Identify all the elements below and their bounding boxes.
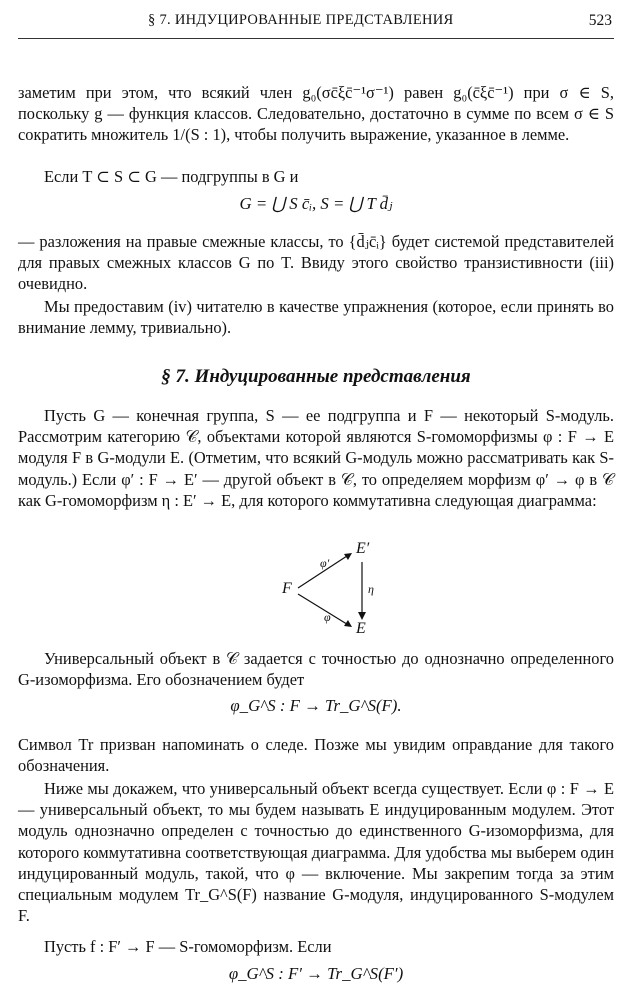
diagram-node-e: E <box>356 620 366 637</box>
paragraph-1: заметим при этом, что всякий член g₀(σc̄ξc̄⁻¹σ⁻¹) равен g₀(c̄ξc̄⁻¹) при σ ∈ S, поскольку g — функция классов. Следовательно, достаточно в сумме по всем σ ∈ S сократить множитель 1/(S : 1), чтобы получить выражение, указанное в лемме. <box>18 83 614 145</box>
commutative-diagram <box>276 540 386 640</box>
header-rule <box>18 38 614 39</box>
paragraph-2: Если T ⊂ S ⊂ G — подгруппы в G и <box>44 167 299 186</box>
diagram-label-phi-prime: φ′ <box>320 556 330 570</box>
running-header <box>18 12 614 34</box>
paragraph-4: Мы предоставим (iv) читателю в качестве упражнения (которое, если принять во внимание лемму, тривиально). <box>18 297 614 338</box>
running-title: § 7. ИНДУЦИРОВАННЫЕ ПРЕДСТАВЛЕНИЯ <box>148 12 454 28</box>
equation-universal-object: φ_G^S : F → Tr_G^S(F). <box>230 696 402 715</box>
diagram-label-phi: φ <box>324 610 331 624</box>
paragraph-5: Пусть G — конечная группа, S — ее подгруппа и F — некоторый S-модуль. Рассмотрим категорию 𝒞, объектами которой являются S-гомоморфизмы φ : F → E модуля F в G-модули E. (Отметим, что всякий G-модуль можно рассматривать как S-модуль.) Если φ′ : F → E′ — другой объект в 𝒞, то определяем морфизм φ′ → φ в 𝒞 как G-гомоморфизм η : E′ → E, для которого коммутативна следующая диаграмма: <box>18 406 614 510</box>
paragraph-9: Пусть f : F′ → F — S-гомоморфизм. Если <box>44 937 332 956</box>
page-number: 523 <box>588 12 612 29</box>
paragraph-6: Универсальный объект в 𝒞 задается с точностью до однозначно определенного G-изоморфизма. Его обозначением будет <box>18 649 614 690</box>
section-title: § 7. Индуцированные представления <box>161 366 471 387</box>
book-page <box>18 0 614 1000</box>
diagram-node-e-prime: E′ <box>356 540 370 557</box>
diagram-node-f: F <box>282 580 292 597</box>
paragraph-3: — разложения на правые смежные классы, то {d̄ⱼc̄ᵢ} будет системой представителей для правых смежных классов G по T. Ввиду этого свойство транзистивности (iii) очевидно. <box>18 232 614 294</box>
equation-induced-map: φ_G^S : F′ → Tr_G^S(F′) <box>228 964 404 983</box>
equation-coset-decomposition: G = ⋃ S c̄ᵢ, S = ⋃ T d̄ⱼ <box>239 194 393 213</box>
diagram-label-eta: η <box>368 582 374 596</box>
paragraph-7: Символ Tr призван напоминать о следе. Позже мы увидим оправдание для такого обозначения. <box>18 735 614 776</box>
paragraph-8: Ниже мы докажем, что универсальный объект всегда существует. Если φ : F → E — универсальный объект, то мы будем называть E индуцированным модулем. Этот модуль однозначно определен с точностью до единственного G-изоморфизма, для которого коммутативна соответствующая диаграмма. Для удобства мы выберем один индуцированный модуль, такой, что φ — включение. Мы закрепим тогда за этим специальным модулем Tr_G^S(F) название G-модуля, индуцированного S-модулем F. <box>18 779 614 926</box>
